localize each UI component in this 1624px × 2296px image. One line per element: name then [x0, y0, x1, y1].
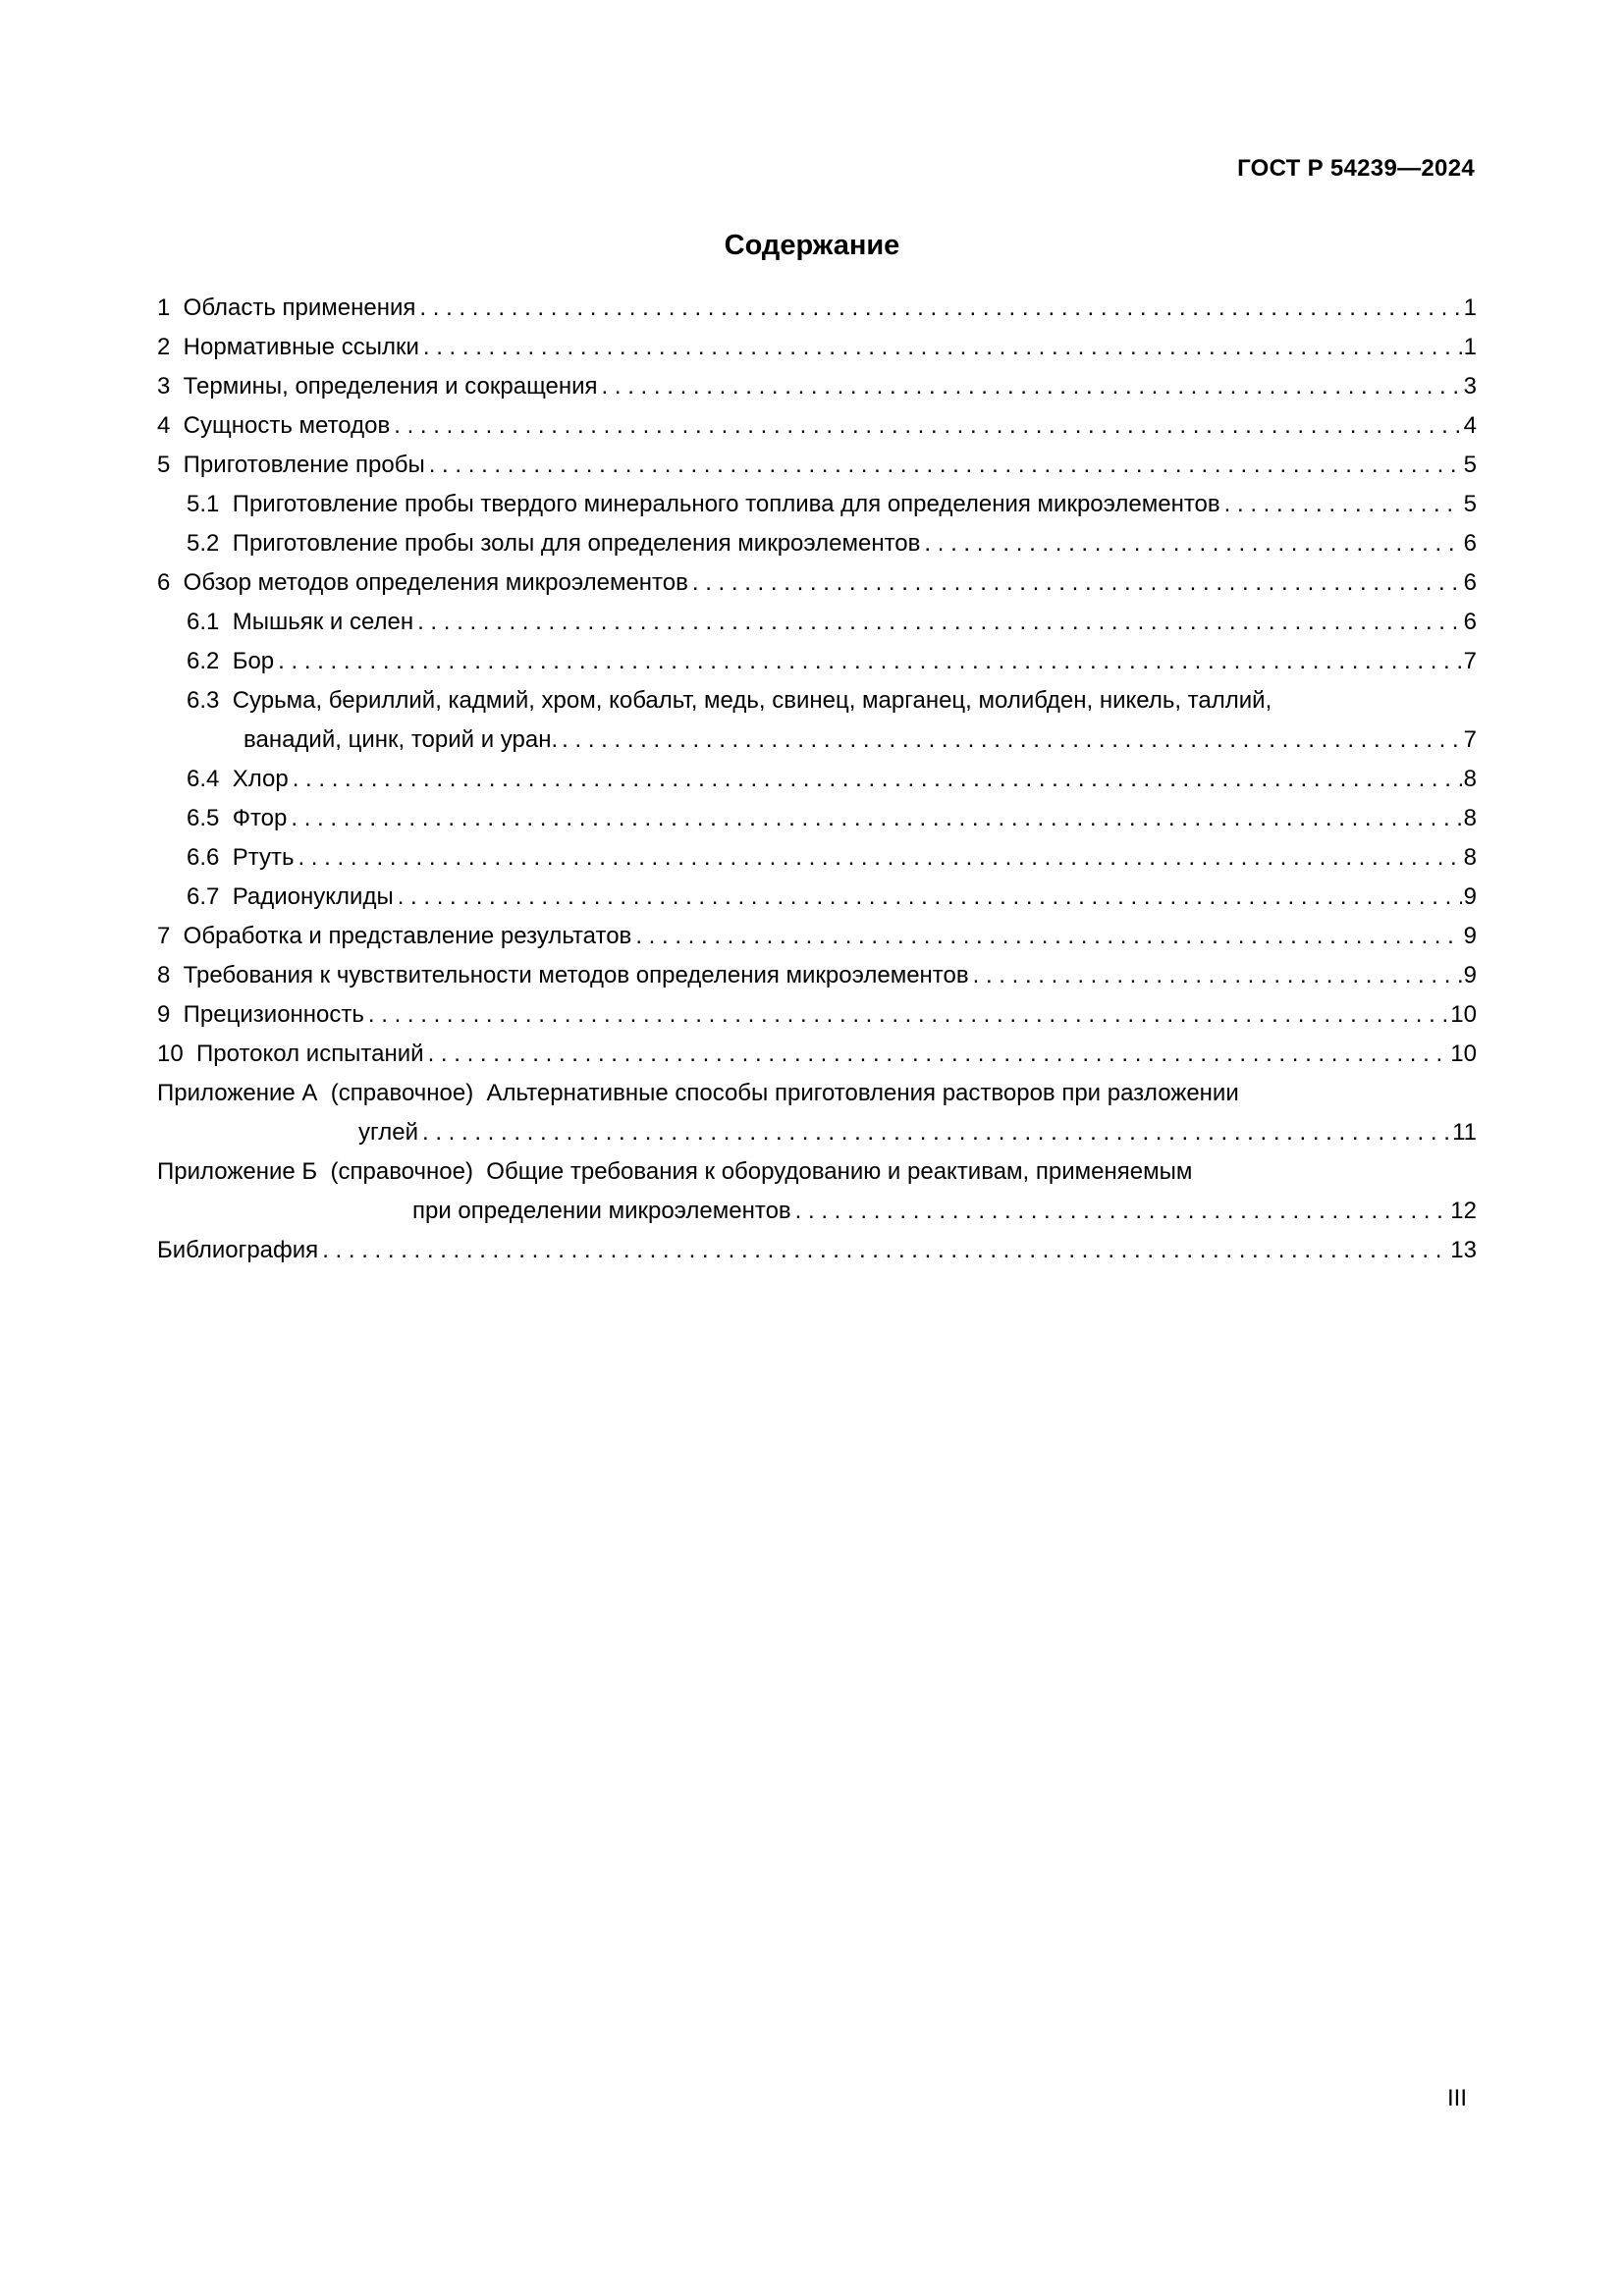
- toc-line: [157, 563, 1477, 603]
- toc-dot-leader: [322, 1231, 1448, 1270]
- toc-entry-text: углей: [358, 1119, 418, 1146]
- doc-number: ГОСТ Р 54239—2024: [1237, 155, 1475, 182]
- toc-line: [157, 406, 1477, 446]
- toc-page-number: 5: [1463, 452, 1477, 478]
- toc-line: [187, 603, 1477, 642]
- toc-line: [157, 995, 1477, 1035]
- toc-entry-text: 4 Сущность методов: [157, 412, 391, 439]
- toc-dot-leader: [422, 1113, 1450, 1152]
- toc-page-number: 6: [1463, 530, 1477, 557]
- toc-page-number: 4: [1463, 412, 1477, 439]
- toc-line: [157, 1231, 1477, 1270]
- toc-line: [187, 485, 1477, 524]
- toc-page-number: 7: [1463, 726, 1477, 753]
- toc-entry: [157, 367, 1477, 406]
- toc-dot-leader: [423, 328, 1462, 367]
- toc-entry-text: 6.6 Ртуть: [187, 844, 295, 871]
- toc-dot-leader: [428, 1035, 1449, 1074]
- toc-entry: [157, 603, 1477, 642]
- page-title: Содержание: [724, 230, 900, 261]
- toc-entry-text: 8 Требования к чувствительности методов определения микроэлементов: [157, 962, 969, 988]
- toc-line: [157, 1074, 1477, 1113]
- toc-page-number: 5: [1463, 491, 1477, 517]
- toc-entry-text: при определении микроэлементов: [412, 1198, 791, 1224]
- toc-entry: [157, 878, 1477, 917]
- toc-list: [157, 289, 1477, 1270]
- toc-page-number: 1: [1463, 294, 1477, 321]
- toc-entry: [157, 328, 1477, 367]
- toc-entry-text: 9 Прецизионность: [157, 1001, 364, 1028]
- toc-dot-leader: [298, 838, 1461, 878]
- toc-line: [187, 760, 1477, 799]
- toc-entry-text: 2 Нормативные ссылки: [157, 334, 419, 360]
- toc-line: [187, 838, 1477, 878]
- footer-page-number: III: [1446, 2085, 1467, 2111]
- toc-line: [187, 878, 1477, 917]
- toc-line: [157, 1152, 1477, 1192]
- toc-page-number: 9: [1463, 962, 1477, 988]
- toc-entry-text: Приложение А (справочное) Альтернативные способы приготовления растворов при разложении: [157, 1080, 1239, 1106]
- toc-dot-leader: [635, 917, 1461, 956]
- toc-entry: [157, 642, 1477, 681]
- toc-line: [157, 1035, 1477, 1074]
- toc-entry: [157, 446, 1477, 485]
- toc-entry: [157, 917, 1477, 956]
- toc-dot-leader: [1224, 485, 1462, 524]
- toc-page-number: 13: [1450, 1237, 1477, 1263]
- toc-page-number: 12: [1450, 1198, 1477, 1224]
- toc-dot-leader: [278, 642, 1461, 681]
- toc-line: [157, 1113, 1477, 1152]
- toc-dot-leader: [419, 289, 1461, 328]
- toc-page-number: 7: [1463, 648, 1477, 674]
- toc-line: [157, 367, 1477, 406]
- toc-dot-leader: [394, 406, 1461, 446]
- toc-entry-text: 6.5 Фтор: [187, 805, 288, 831]
- toc-entry-text: 3 Термины, определения и сокращения: [157, 373, 598, 400]
- toc-line: [187, 799, 1477, 838]
- toc-dot-leader: [692, 563, 1462, 603]
- toc-entry: [157, 760, 1477, 799]
- toc-page-number: 11: [1452, 1119, 1477, 1146]
- toc-page-number: 6: [1463, 609, 1477, 635]
- toc-dot-leader: [602, 367, 1462, 406]
- toc-entry: [157, 563, 1477, 603]
- toc-page-number: 6: [1463, 569, 1477, 596]
- toc-dot-leader: [293, 760, 1462, 799]
- toc-entry-text: 5.2 Приготовление пробы золы для определения микроэлементов: [187, 530, 921, 557]
- toc-page-number: 10: [1450, 1041, 1477, 1067]
- toc-entry: [157, 1035, 1477, 1074]
- toc-dot-leader: [291, 799, 1461, 838]
- toc-entry: [157, 524, 1477, 563]
- toc-entry: [157, 681, 1477, 760]
- toc-entry-text: 6.2 Бор: [187, 648, 275, 674]
- toc-entry-text: 6 Обзор методов определения микроэлементов: [157, 569, 688, 596]
- toc-page-number: 3: [1463, 373, 1477, 400]
- toc-entry-text: 6.4 Хлор: [187, 766, 289, 792]
- toc-entry-text: Библиография: [157, 1237, 319, 1263]
- toc-entry-text: 10 Протокол испытаний: [157, 1041, 424, 1067]
- toc-line: [187, 681, 1477, 721]
- toc-line: [157, 1192, 1477, 1231]
- toc-page-number: 1: [1463, 334, 1477, 360]
- toc-entry: [157, 1152, 1477, 1231]
- toc-dot-leader: [429, 446, 1462, 485]
- toc-line: [157, 917, 1477, 956]
- toc-entry: [157, 289, 1477, 328]
- toc-entry-text: 6.7 Радионуклиды: [187, 883, 394, 910]
- toc-page-number: 9: [1463, 883, 1477, 910]
- toc-page-number: 8: [1463, 844, 1477, 871]
- toc-entry: [157, 838, 1477, 878]
- toc-line: [187, 721, 1477, 760]
- toc-line: [157, 328, 1477, 367]
- toc-dot-leader: [368, 995, 1448, 1035]
- toc-page-number: 8: [1463, 805, 1477, 831]
- toc-dot-leader: [398, 878, 1462, 917]
- toc-entry: [157, 799, 1477, 838]
- toc-entry: [157, 995, 1477, 1035]
- toc-page-number: 9: [1463, 923, 1477, 949]
- toc-dot-leader: [562, 721, 1461, 760]
- toc-entry: [157, 1074, 1477, 1152]
- toc-entry-text: 7 Обработка и представление результатов: [157, 923, 632, 949]
- toc-line: [157, 289, 1477, 328]
- toc-entry-text: 6.1 Мышьяк и селен: [187, 609, 414, 635]
- toc-line: [187, 524, 1477, 563]
- toc-entry-text: 6.3 Сурьма, бериллий, кадмий, хром, кобальт, медь, свинец, марганец, молибден, никель, таллий,: [187, 687, 1272, 714]
- toc-entry-text: Приложение Б (справочное) Общие требования к оборудованию и реактивам, применяемым: [157, 1158, 1193, 1185]
- toc-dot-leader: [973, 956, 1462, 995]
- toc-entry: [157, 956, 1477, 995]
- toc-page-number: 8: [1463, 766, 1477, 792]
- toc-entry: [157, 1231, 1477, 1270]
- toc-entry-text: 5.1 Приготовление пробы твердого минерального топлива для определения микроэлементов: [187, 491, 1220, 517]
- toc-entry-text: 5 Приготовление пробы: [157, 452, 425, 478]
- toc-page-number: 10: [1450, 1001, 1477, 1028]
- toc-line: [187, 642, 1477, 681]
- toc-entry: [157, 485, 1477, 524]
- toc-dot-leader: [795, 1192, 1449, 1231]
- toc-entry-text: 1 Область применения: [157, 294, 416, 321]
- toc-entry-text: ванадий, цинк, торий и уран.: [244, 726, 559, 753]
- toc-dot-leader: [924, 524, 1461, 563]
- toc-line: [157, 956, 1477, 995]
- toc-line: [157, 446, 1477, 485]
- toc-entry: [157, 406, 1477, 446]
- toc-dot-leader: [417, 603, 1462, 642]
